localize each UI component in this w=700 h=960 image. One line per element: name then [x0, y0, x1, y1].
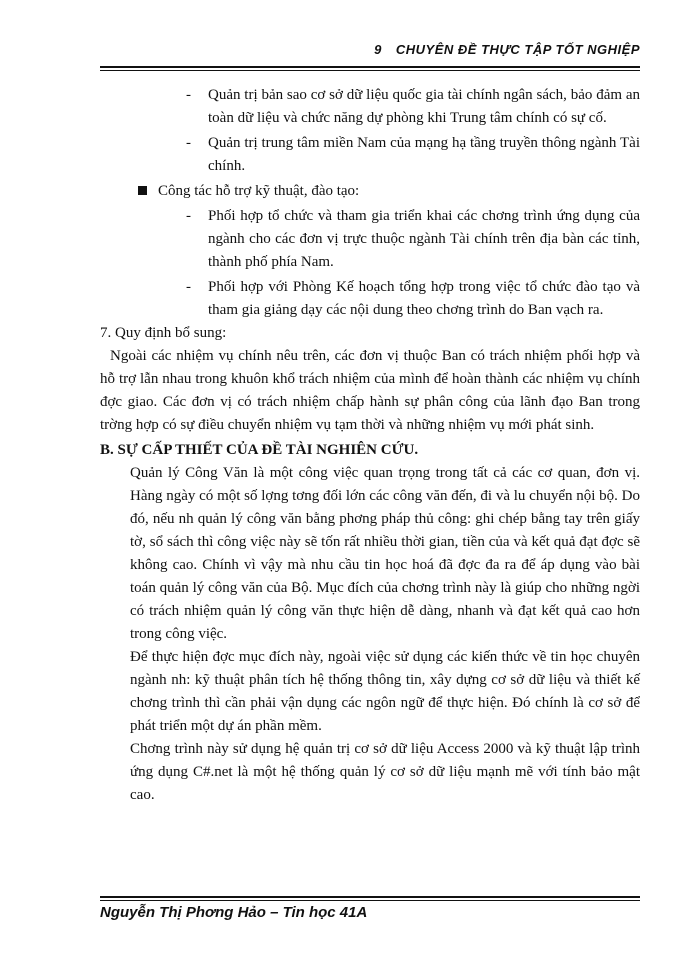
dash-marker: -: [186, 208, 191, 224]
square-bullet-icon: [138, 186, 147, 195]
header-page-number: 9: [374, 42, 382, 57]
dash-marker: -: [186, 279, 191, 295]
dash-marker: -: [186, 87, 191, 103]
bullet-heading-text: Công tác hỗ trợ kỹ thuật, đào tạo:: [158, 183, 360, 199]
list-item-text: Phối hợp tổ chức và tham gia triển khai các chơng trình ứng dụng của ngành cho các đơn vị trực thuộc ngành Tài chính trên địa bàn các tỉnh, thành phố phía Nam.: [208, 208, 640, 270]
section-b-paragraph: Quản lý Công Văn là một công việc quan trọng trong tất cả các cơ quan, đơn vị. Hàng ngày có một số lợng tơng đối lớn các công văn đến, đi và lu chuyển nội bộ. Do đó, nếu nh quản lý công văn bằng phơng pháp thủ công: ghi chép bằng tay trên giấy tờ, sổ sách thì công việc này sẽ tốn rất nhiều thời gian, tiền của và kết quả đạt đợc sẽ không cao. Chính vì vậy mà nhu cầu tin học hoá đã đợc đa ra để áp dụng vào bài toán quản lý công văn của Bộ. Mục đích của chơng trình này là giúp cho những ngời có trách nhiệm quản lý công văn thực hiện dễ dàng, nhanh và đạt kết quả cao hơn trong công việc.: [130, 465, 640, 642]
section-b-paragraph: Chơng trình này sử dụng hệ quản trị cơ sở dữ liệu Access 2000 và kỹ thuật lập trình ứng dụng C#.net là một hệ thống quản lý cơ sở dữ liệu mạnh mẽ với tính bảo mật cao.: [130, 741, 640, 803]
section-b-title: B. SỰ CẤP THIẾT CỦA ĐỀ TÀI NGHIÊN CỨU.: [100, 442, 419, 458]
list-item: [186, 84, 640, 130]
dash-marker: -: [186, 135, 191, 151]
footer-rule-thick: [100, 896, 640, 898]
header-title: CHUYÊN ĐỀ THỰC TẬP TỐT NGHIỆP: [395, 42, 640, 57]
bullet-heading: [158, 180, 640, 203]
document-body: [100, 84, 640, 807]
section-7-heading: 7. Quy định bổ sung:: [100, 325, 227, 341]
list-item-text: Quản trị trung tâm miền Nam của mạng hạ tầng truyền thông ngành Tài chính.: [208, 135, 640, 174]
footer-author: Nguyễn Thị Phơng Hảo – Tin học 41A: [100, 904, 368, 921]
list-item: [186, 205, 640, 274]
list-item-text: Phối hợp với Phòng Kế hoạch tổng hợp trong việc tổ chức đào tạo và tham gia giảng dạy các nội dung theo chơng trình do Ban vạch ra.: [208, 279, 640, 318]
list-item: [186, 132, 640, 178]
section-b-paragraph: Để thực hiện đợc mục đích này, ngoài việc sử dụng các kiến thức về tin học chuyên ngành nh: kỹ thuật phân tích hệ thống thông tin, xây dựng cơ sở dữ liệu và thiết kế chơng trình thì cần phải vận dụng các ngôn ngữ để thực hiện. Đó chính là cơ sở để phát triển một dự án phần mềm.: [130, 649, 640, 734]
section-7-paragraph: Ngoài các nhiệm vụ chính nêu trên, các đơn vị thuộc Ban có trách nhiệm phối hợp và hỗ trợ lẫn nhau trong khuôn khổ trách nhiệm của mình để hoàn thành các nhiệm vụ chính đợc giao. Các đơn vị có trách nhiệm chấp hành sự phân công của lãnh đạo Ban trong trờng hợp có sự điều chuyển nhiệm vụ tạm thời và những nhiệm vụ mới phát sinh.: [100, 348, 640, 433]
header-rule-thick: [100, 66, 640, 68]
page-header: [100, 36, 640, 66]
header-rule-thin: [100, 70, 640, 71]
list-item: [186, 276, 640, 322]
header-text: [374, 42, 640, 57]
footer-rule-thin: [100, 900, 640, 901]
list-item-text: Quản trị bản sao cơ sở dữ liệu quốc gia tài chính ngân sách, bảo đảm an toàn dữ liệu và chức năng dự phòng khi Trung tâm chính có sự cố.: [208, 87, 640, 126]
